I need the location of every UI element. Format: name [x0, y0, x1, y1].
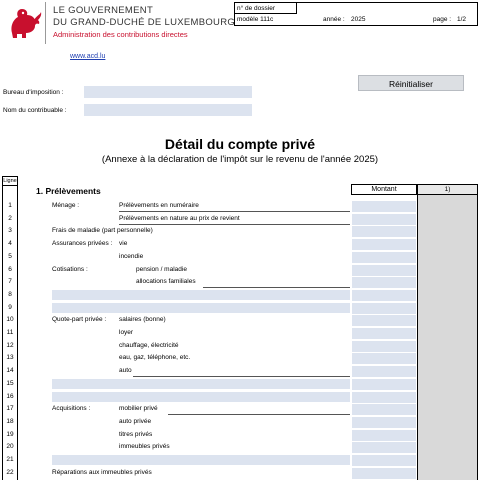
bureau-input[interactable] — [84, 86, 252, 98]
blank-entry-field[interactable] — [52, 290, 350, 300]
amount-input[interactable] — [352, 239, 416, 250]
amount-input[interactable] — [352, 265, 416, 276]
amount-input[interactable] — [352, 252, 416, 263]
line-number: 6 — [8, 265, 12, 273]
website-link[interactable]: www.acd.lu — [70, 53, 106, 60]
amount-input[interactable] — [352, 404, 416, 415]
ligne-header: Ligne — [3, 178, 17, 184]
row-item: auto privée — [119, 417, 152, 425]
line-number: 8 — [8, 290, 12, 298]
line-number: 11 — [6, 329, 14, 336]
row-item: chauffage, électricité — [119, 341, 179, 349]
page-title: Détail du compte privé — [164, 136, 316, 152]
amount-input[interactable] — [352, 226, 416, 237]
row-item: eau, gaz, téléphone, etc. — [119, 354, 191, 362]
amount-input[interactable] — [352, 455, 416, 466]
row-category: Cotisations : — [52, 265, 88, 273]
row-category: Acquisitions : — [52, 405, 91, 413]
contribuable-input[interactable] — [84, 104, 252, 116]
line-number: 13 — [6, 354, 14, 362]
row-item: mobilier privé — [119, 405, 158, 413]
row-category: Frais de maladie (part personnelle) — [52, 227, 153, 235]
luxembourg-lion-logo-icon — [4, 3, 44, 43]
row-item: loyer — [119, 329, 134, 336]
line-number: 1 — [8, 202, 12, 209]
amount-input[interactable] — [352, 366, 416, 377]
line-number: 15 — [6, 379, 14, 387]
amount-input[interactable] — [352, 277, 416, 288]
line-number: 12 — [6, 341, 14, 349]
reset-button[interactable]: Réinitialiser — [358, 75, 464, 91]
row-subitem: pension / maladie — [136, 265, 187, 273]
header-divider — [45, 2, 46, 44]
amount-input[interactable] — [352, 417, 416, 428]
row-item: immeubles privés — [119, 443, 170, 451]
row-category: Quote-part privée : — [52, 316, 107, 324]
line-number: 22 — [6, 468, 14, 476]
amount-input[interactable] — [352, 430, 416, 441]
page-label: page : — [433, 16, 452, 23]
year-label: année : — [323, 16, 345, 23]
text-underline — [168, 414, 350, 415]
row-subitem: allocations familiales — [136, 278, 196, 286]
line-number: 20 — [6, 443, 14, 451]
blank-entry-field[interactable] — [52, 455, 350, 465]
line-number: 7 — [8, 278, 12, 286]
amount-input[interactable] — [352, 290, 416, 301]
administration-name: Administration des contributions directes — [53, 30, 188, 39]
amount-input[interactable] — [352, 315, 416, 326]
text-underline — [119, 224, 350, 225]
bureau-label: Bureau d'imposition : — [3, 89, 64, 96]
line-number: 9 — [8, 303, 12, 311]
line-number: 3 — [8, 227, 12, 235]
line-number: 10 — [6, 316, 14, 324]
line-number: 19 — [6, 430, 14, 438]
blank-entry-field[interactable] — [52, 379, 350, 389]
column-1-shaded — [417, 195, 478, 480]
amount-input[interactable] — [352, 201, 416, 212]
row-category: Assurances privées : — [52, 240, 113, 248]
line-number: 21 — [6, 456, 14, 463]
amount-input[interactable] — [352, 392, 416, 403]
column-1-header: 1) — [417, 184, 478, 195]
row-item: auto — [119, 367, 132, 375]
row-item: titres privés — [119, 430, 153, 438]
text-underline — [133, 376, 350, 377]
montant-header: Montant — [351, 184, 417, 195]
contribuable-label: Nom du contribuable : — [3, 107, 67, 114]
line-number: 4 — [8, 240, 12, 248]
page-value: 1/2 — [457, 16, 467, 23]
row-item: salaires (bonne) — [119, 316, 166, 324]
line-number: 5 — [8, 252, 12, 260]
amount-input[interactable] — [352, 468, 416, 479]
line-number: 16 — [6, 392, 14, 400]
blank-entry-field[interactable] — [52, 392, 350, 402]
amount-input[interactable] — [352, 442, 416, 453]
line-number: 2 — [8, 214, 12, 222]
row-category: Ménage : — [52, 202, 80, 209]
row-category: Réparations aux immeubles privés — [52, 468, 152, 476]
line-number: 14 — [6, 367, 14, 375]
dossier-model-row — [235, 14, 477, 25]
year-value: 2025 — [351, 16, 366, 23]
amount-input[interactable] — [352, 328, 416, 339]
row-item: vie — [119, 240, 128, 248]
amount-input[interactable] — [352, 379, 416, 390]
government-name-line1: LE GOUVERNEMENT — [53, 5, 154, 16]
text-underline — [119, 211, 350, 212]
government-name-line2: DU GRAND-DUCHÉ DE LUXEMBOURG — [53, 17, 236, 28]
row-item: Prélèvements en nature au prix de revient — [119, 214, 240, 222]
amount-input[interactable] — [352, 214, 416, 225]
dossier-info-box — [234, 2, 478, 26]
dossier-number-label: n° de dossier — [235, 3, 297, 14]
line-number: 17 — [6, 405, 14, 413]
row-item: Prélèvements en numéraire — [119, 202, 199, 209]
amount-input[interactable] — [352, 353, 416, 364]
row-item: incendie — [119, 252, 144, 260]
text-underline — [203, 287, 350, 288]
amount-input[interactable] — [352, 341, 416, 352]
blank-entry-field[interactable] — [52, 303, 350, 313]
section-title: 1. Prélèvements — [36, 186, 101, 196]
model-label: modèle 111c — [237, 16, 274, 23]
amount-input[interactable] — [352, 303, 416, 314]
page-subtitle: (Annexe à la déclaration de l'impôt sur le revenu de l'année 2025) — [101, 154, 379, 165]
line-number: 18 — [6, 417, 14, 425]
